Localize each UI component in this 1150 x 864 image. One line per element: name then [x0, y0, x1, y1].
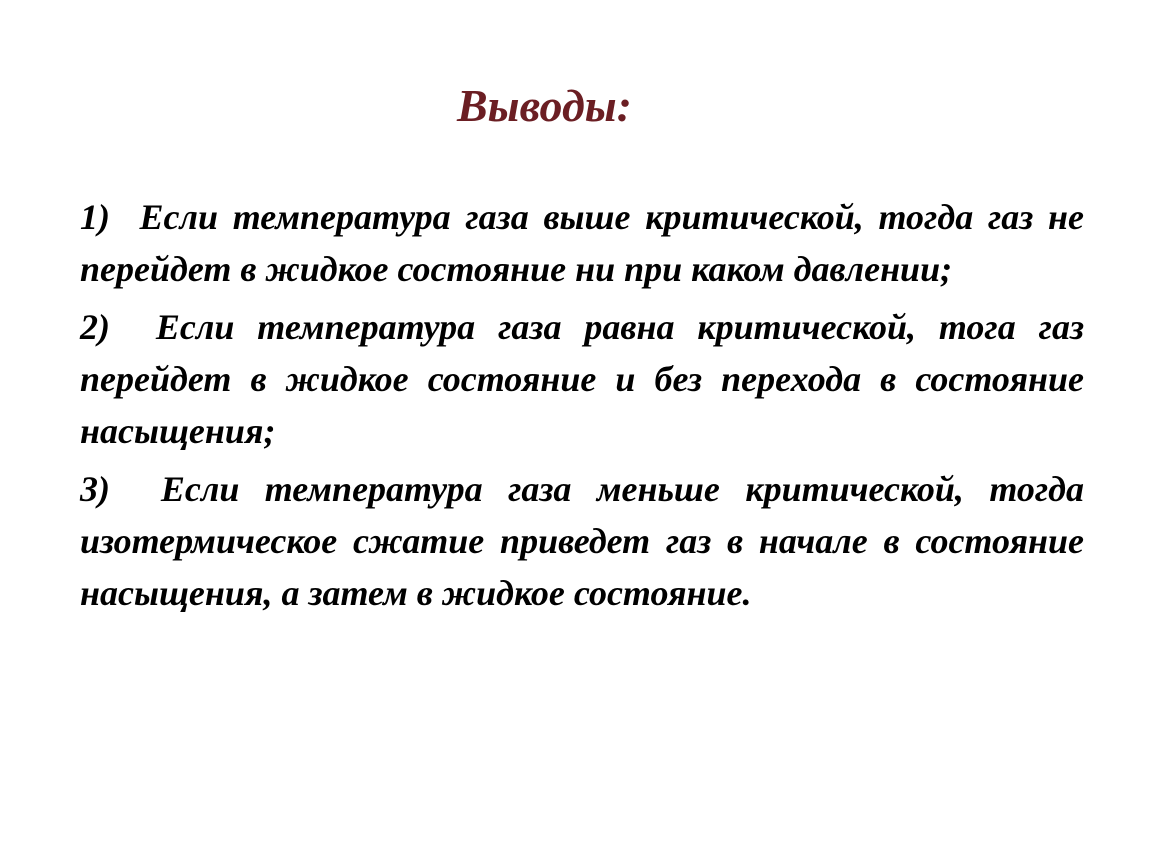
item-number: 3): [80, 469, 110, 509]
slide-title: Выводы:: [457, 80, 632, 131]
item-text: Если температура газа выше критической, тогда газ не перейдет в жидкое состояние ни при каком давлении;: [80, 197, 1084, 289]
conclusions-list: [80, 191, 1084, 625]
list-item: [80, 191, 1084, 295]
list-item: [80, 301, 1084, 457]
item-number: 2): [80, 307, 110, 347]
item-text: Если температура газа меньше критической, тогда изотермическое сжатие приведет газ в начале в состояние насыщения, а затем в жидкое состояние.: [80, 469, 1084, 613]
item-text: Если температура газа равна критической, тога газ перейдет в жидкое состояние и без перехода в состояние насыщения;: [80, 307, 1084, 451]
item-number: 1): [80, 197, 110, 237]
list-item: [80, 463, 1084, 619]
